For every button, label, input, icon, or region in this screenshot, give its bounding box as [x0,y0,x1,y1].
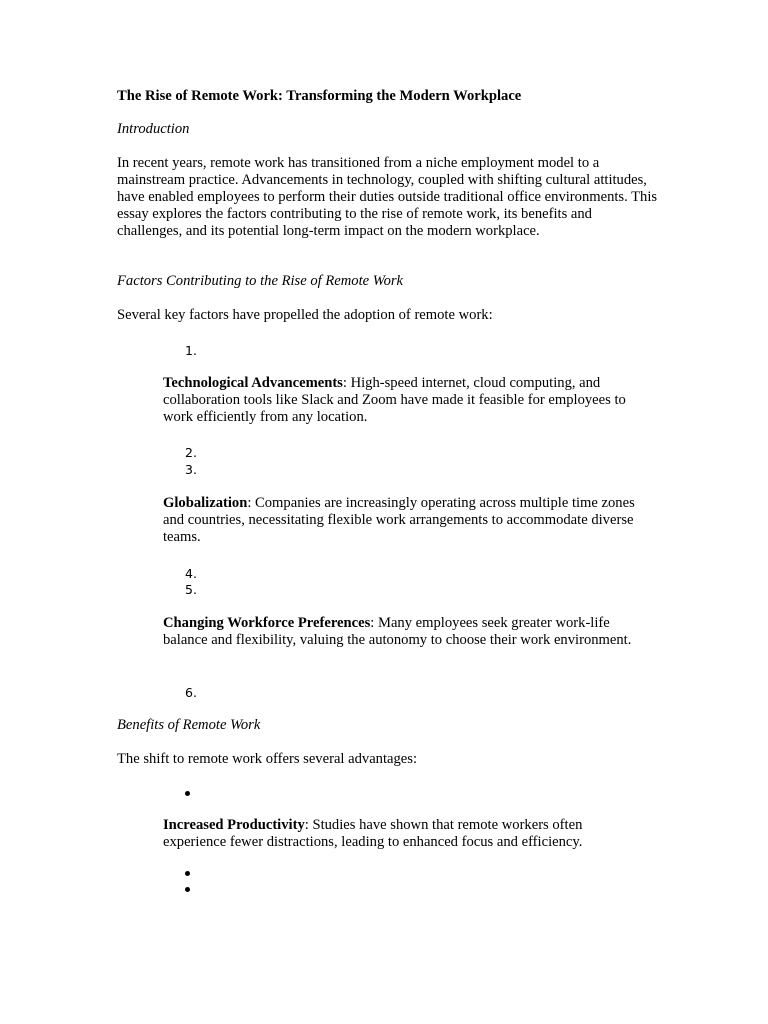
list-marker: 5. [185,582,197,597]
list-marker: 6. [185,685,197,700]
document-title: The Rise of Remote Work: Transforming the Modern Workplace [117,88,522,104]
list-item-changing-workforce-preferences [163,615,648,649]
list-item-term: Changing Workforce Preferences [163,615,371,631]
bullet-marker [185,791,190,796]
list-item-term: Technological Advancements [163,375,343,391]
list-item-text: : Many employees seek greater work-life balance and flexibility, valuing the autonomy to choose their work environment. [163,615,632,648]
list-marker: 4. [185,566,197,581]
bullet-marker [185,887,190,892]
benefits-heading: Benefits of Remote Work [117,717,261,733]
list-marker: 1. [185,343,197,358]
list-item-term: Globalization [163,495,248,511]
list-marker: 2. [185,445,197,460]
list-item-text: : High-speed internet, cloud computing, and collaboration tools like Slack and Zoom have made it feasible for employees to work efficiently from any location. [163,375,626,425]
introduction-heading: Introduction [117,121,190,137]
benefits-intro: The shift to remote work offers several advantages: [117,751,418,767]
factors-heading: Factors Contributing to the Rise of Remote Work [117,273,404,289]
list-item-text: : Studies have shown that remote workers often experience fewer distractions, leading to enhanced focus and efficiency. [163,817,583,850]
list-item-technological-advancements [163,375,648,426]
list-marker: 3. [185,462,197,477]
list-item-globalization [163,495,648,546]
list-item-term: Increased Productivity [163,817,305,833]
introduction-paragraph: In recent years, remote work has transitioned from a niche employment model to a mainstream practice. Advancements in technology, coupled with shifting cultural attitudes, have enabled employees to perform their duties outside traditional office environments. This essay explores the factors contributing to the rise of remote work, its benefits and challenges, and its potential long-term impact on the modern workplace. [117,155,658,239]
list-item-text: : Companies are increasingly operating across multiple time zones and countries, necessitating flexible work arrangements to accommodate diverse teams. [163,495,635,545]
factors-intro: Several key factors have propelled the adoption of remote work: [117,307,493,323]
list-item-increased-productivity [163,817,648,851]
bullet-marker [185,871,190,876]
